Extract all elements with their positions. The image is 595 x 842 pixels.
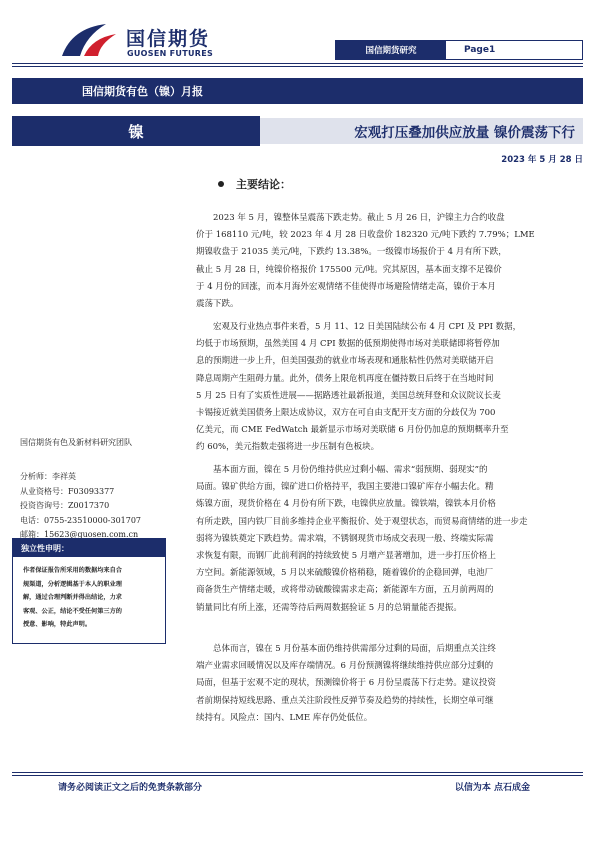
paragraph-line: 总体而言，镍在 5 月份基本面仍维持供需部分过剩的局面，后期重点关注终 [213, 644, 496, 654]
paragraph-line: 卡锡接近就美国债务上限达成协议，双方在可自由支配开支方面的分歧仅为 700 [196, 407, 496, 418]
independence-line: 解，通过合理判断并得出结论，力求 [23, 594, 122, 602]
metal-label: 镍 [12, 116, 260, 146]
independence-statement [12, 538, 166, 644]
paragraph-line: 期镍收盘于 21035 美元/吨，下跌约 13.38%。一级镍市场报价于 4 月有所下跌， [196, 247, 507, 258]
paragraph-line: 震荡下跌。 [196, 298, 239, 309]
paragraph-line: 有所走跌，国内铁厂目前多维持企业平衡报价、处于观望状态，而贸易商情绪的进一步走 [196, 516, 528, 527]
paragraph-line: 宏观及行业热点事件来看，5 月 11、12 日美国陆续公布 4 月 CPI 及 PPI 数据， [213, 322, 522, 332]
page-number: Page1 [464, 45, 496, 55]
footer-rule-thin [12, 775, 583, 776]
paragraph-line: 截止 5 月 28 日，纯镍价格报价 175500 元/吨。究其原因，基本面支撑不足镍价 [196, 264, 502, 275]
independence-line: 作者保证报告所采用的数据均来自合 [23, 567, 122, 574]
analyst-info [20, 470, 141, 543]
paragraph-line: 5 月 25 日有了实质性进展——据路透社最新报道，美国总统拜登和众议院议长麦 [196, 390, 501, 401]
paragraph-outlook [196, 641, 581, 727]
consulting-number: 投资咨询号：Z0017370 [20, 501, 110, 510]
independence-line: 授意、影响，特此声明。 [23, 621, 92, 629]
paragraph-line: 方空间。新能源领域，5 月以来硫酸镍价格稍稳，随着镍价的企稳回弹，电池厂 [196, 568, 494, 579]
header-rule [12, 63, 583, 64]
report-name: 国信期货有色（镍）月报 [82, 85, 203, 98]
company-slogan: 以信为本 点石成金 [454, 783, 530, 793]
research-team: 国信期货有色及新材料研究团队 [20, 438, 132, 447]
disclaimer-notice: 请务必阅读正文之后的免责条款部分 [58, 783, 203, 793]
paragraph-line: 销量同比有所上涨，还需等待后两周数据验证 5 月的总销量能否提振。 [196, 602, 462, 613]
independence-line: 客观、公正，结论不受任何第三方的 [23, 607, 122, 615]
paragraph-line: 局面。镍矿供给方面，镍矿进口价格持平，我国主要港口镍矿库存小幅去化。精 [196, 482, 494, 493]
paragraph-line: 降息周期产生阻碍力量。此外，债务上限危机再度在僵持数日后终于在当地时间 [196, 373, 494, 384]
header-rule-thin [12, 66, 583, 67]
independence-line: 规渠道，分析逻辑基于本人的职业理 [23, 580, 122, 588]
paragraph-line: 约 60%，美元指数走强将进一步压制有色板块。 [196, 442, 380, 453]
paragraph-line: 弱将为镍铁奠定下跌趋势。需求端，不锈钢现货市场成交表现一般、终端实际需 [196, 533, 494, 544]
paragraph-line: 者前期保持短线思路、重点关注阶段性反弹节奏及趋势的持续性，长期空单可继 [196, 695, 494, 706]
report-name-band [12, 78, 583, 104]
logo-text-cn: 国信期货 [126, 28, 211, 50]
paragraph-line: 商备货生产情绪走暖，或将带动硫酸镍需求走高；新能源车方面，五月前两周的 [196, 585, 494, 596]
bullet-icon [218, 181, 224, 187]
independence-title: 独立性申明： [13, 539, 165, 557]
footer-rule [12, 772, 583, 773]
header-box [335, 40, 583, 60]
paragraph-line: 价于 168110 元/吨，较 2023 年 4 月 28 日收盘价 182320 元/吨下跌约 7.79%；LME [196, 230, 535, 241]
independence-body [13, 557, 165, 632]
analyst-name: 分析师：李祥英 [20, 472, 76, 481]
paragraph-line: 均低于市场预期，虽然美国 4 月 CPI 数据的低预期使得市场对美联储即将暂停加 [196, 339, 500, 350]
page-title: 宏观打压叠加供应放量 镍价震荡下行 [354, 125, 575, 141]
paragraph-line: 亿美元，而 CME FedWatch 最新显示市场对美联储 6 月份仍加息的预期概率升至 [196, 425, 509, 436]
paragraph-line: 基本面方面，镍在 5 月份仍维持供应过剩小幅、需求“弱预期、弱现实”的 [213, 465, 488, 475]
paragraph-line: 息的预期进一步上升，但美国强劲的就业市场表现和通胀粘性仍然对美联储开启 [196, 356, 494, 367]
paragraph-fundamentals [196, 462, 581, 617]
paragraph-line: 续持有。风险点：国内、LME 库存仍处低位。 [196, 712, 373, 723]
company-logo [60, 22, 220, 62]
paragraph-macro [196, 319, 581, 457]
paragraph-line: 局面，但基于宏观不定的现状，预测镍价将于 6 月份呈震荡下行走势。建议投资 [196, 678, 496, 689]
logo-text-en: GUOSEN FUTURES [127, 49, 214, 58]
email: 邮箱：15623@guosen.com.cn [20, 530, 139, 539]
paragraph-line: 2023 年 5 月，镍整体呈震荡下跌走势。截止 5 月 26 日，沪镍主力合约收盘 [213, 213, 505, 223]
report-date: 2023 年 5 月 28 日 [501, 155, 583, 165]
paragraph-line: 炼镍方面，现货价格在 4 月份有所下跌，电镍供应放量。镍铁端，镍铁本月价格 [196, 499, 496, 510]
qualification-number: 从业资格号：F03093377 [20, 486, 115, 496]
logo-mark-icon [60, 22, 120, 62]
section-title: 主要结论： [236, 178, 291, 191]
phone: 电话：0755-23510000-301707 [20, 515, 142, 525]
section-heading [218, 176, 291, 192]
header-research-label: 国信期货研究 [336, 41, 446, 59]
paragraph-line: 求恢复有限，而钢厂此前利润的持续致使 5 月增产显著增加，进一步打压价格上 [196, 550, 496, 561]
paragraph-line: 于 4 月份的回涨，而本月海外宏观情绪不佳使得市场避险情绪走高，镍价于本月 [196, 281, 496, 292]
paragraph-price-review [196, 210, 581, 313]
paragraph-line: 端产业需求回暖情况以及库存端情况。6 月份预测镍将继续维持供应部分过剩的 [196, 661, 494, 672]
